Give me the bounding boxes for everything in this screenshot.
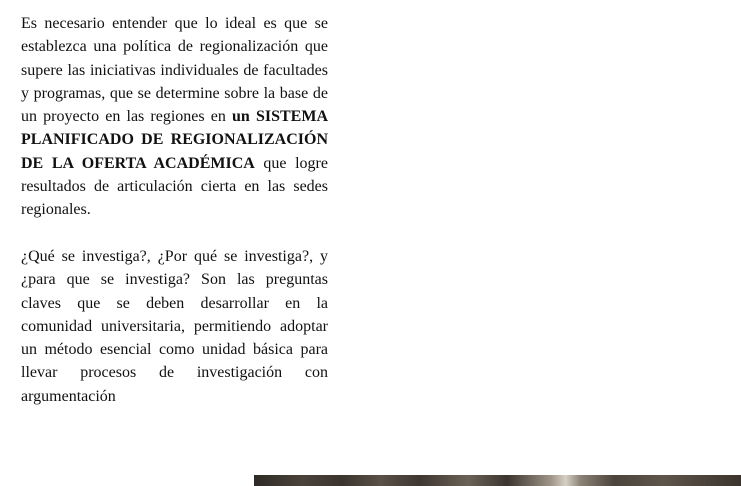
photo-image-edge bbox=[254, 475, 741, 486]
paragraph-regionalizacion-outro: que logre resultados de articulación cierta en las sedes regionales. bbox=[21, 154, 328, 219]
body-text-column bbox=[21, 12, 328, 408]
paragraph-regionalizacion-emphasis: un SISTEMA PLANIFICADO DE REGIONALIZACIÓN DE LA OFERTA ACADÉMICA bbox=[21, 108, 328, 172]
paragraph-regionalizacion bbox=[21, 12, 328, 222]
paragraph-regionalizacion-intro: Es necesario entender que lo ideal es que se establezca una política de regionalización que supere las iniciativas individuales de facultades y programas, que se determine sobre la base de un proyecto en las regiones en bbox=[21, 15, 328, 126]
paragraph-investigacion: ¿Qué se investiga?, ¿Por qué se investiga?, y ¿para que se investiga? Son las preguntas claves que se deben desarrollar en la comunidad universitaria, permitiendo adoptar un método esencial como unidad básica para llevar procesos de investigación con argumentación bbox=[21, 247, 328, 405]
